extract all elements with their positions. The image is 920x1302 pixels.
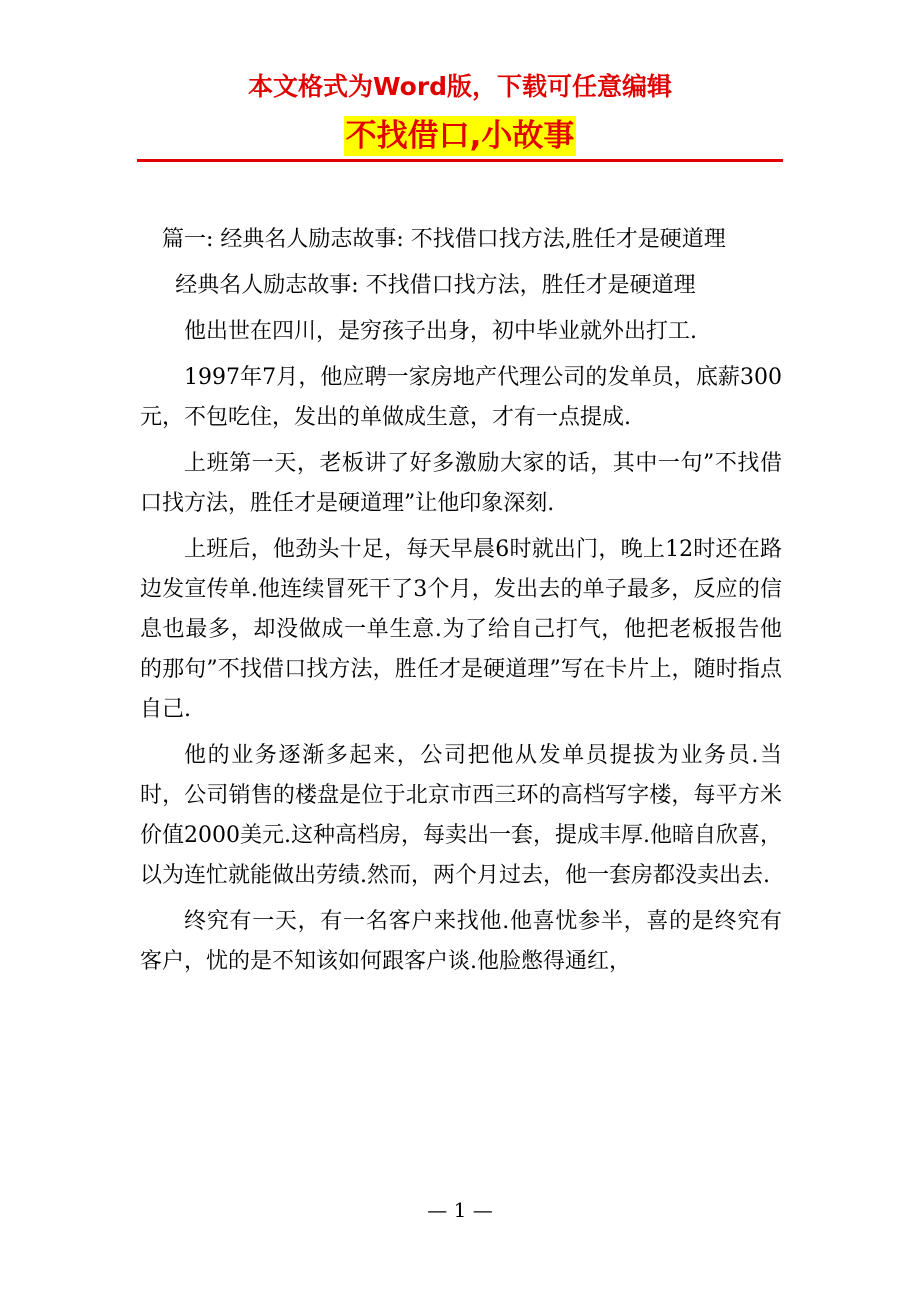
paragraph: 上班后，他劲头十足，每天早晨6时就出门，晚上12时还在路边发宣传单.他连续冒死干了3个月，发出去的单子最多，反应的信息也最多，却没做成一单生意.为了给自己打气，他把老板报告他的那句”不找借口找方法，胜任才是硬道理”写在卡片上，随时指点自己. [140,537,782,722]
paragraph: 他出世在四川，是穷孩子出身，初中毕业就外出打工. [184,319,697,344]
paragraph: 他的业务逐渐多起来，公司把他从发单员提拔为业务员.当时，公司销售的楼盘是位于北京市西三环的高档写字楼，每平方米价值2000美元.这种高档房，每卖出一套，提成丰厚.他暗自欣喜，以为连忙就能做出劳绩.然而，两个月过去，他一套房都没卖出去. [140,743,782,888]
paragraph: 1997年7月，他应聘一家房地产代理公司的发单员，底薪300元，不包吃住，发出的单做成生意，才有一点提成. [140,365,782,430]
title-container [0,116,920,156]
paragraph: 上班第一天，老板讲了好多激励大家的话，其中一句”不找借口找方法，胜任才是硬道理”让他印象深刻. [140,451,782,516]
document-body [140,220,782,988]
article-subtitle: 经典名人励志故事: 不找借口找方法，胜任才是硬道理 [175,273,696,298]
section-heading: 篇一: 经典名人励志故事: 不找借口找方法,胜任才是硬道理 [162,227,726,252]
header-divider [137,159,783,162]
page-number: — 1 — [427,1198,493,1222]
format-notice: 本文格式为Word版，下载可任意编辑 [247,72,673,101]
document-title: 不找借口,小故事 [345,118,575,154]
paragraph: 终究有一天，有一名客户来找他.他喜忧参半，喜的是终究有客户，忧的是不知该如何跟客户谈.他脸憋得通红， [140,909,782,974]
